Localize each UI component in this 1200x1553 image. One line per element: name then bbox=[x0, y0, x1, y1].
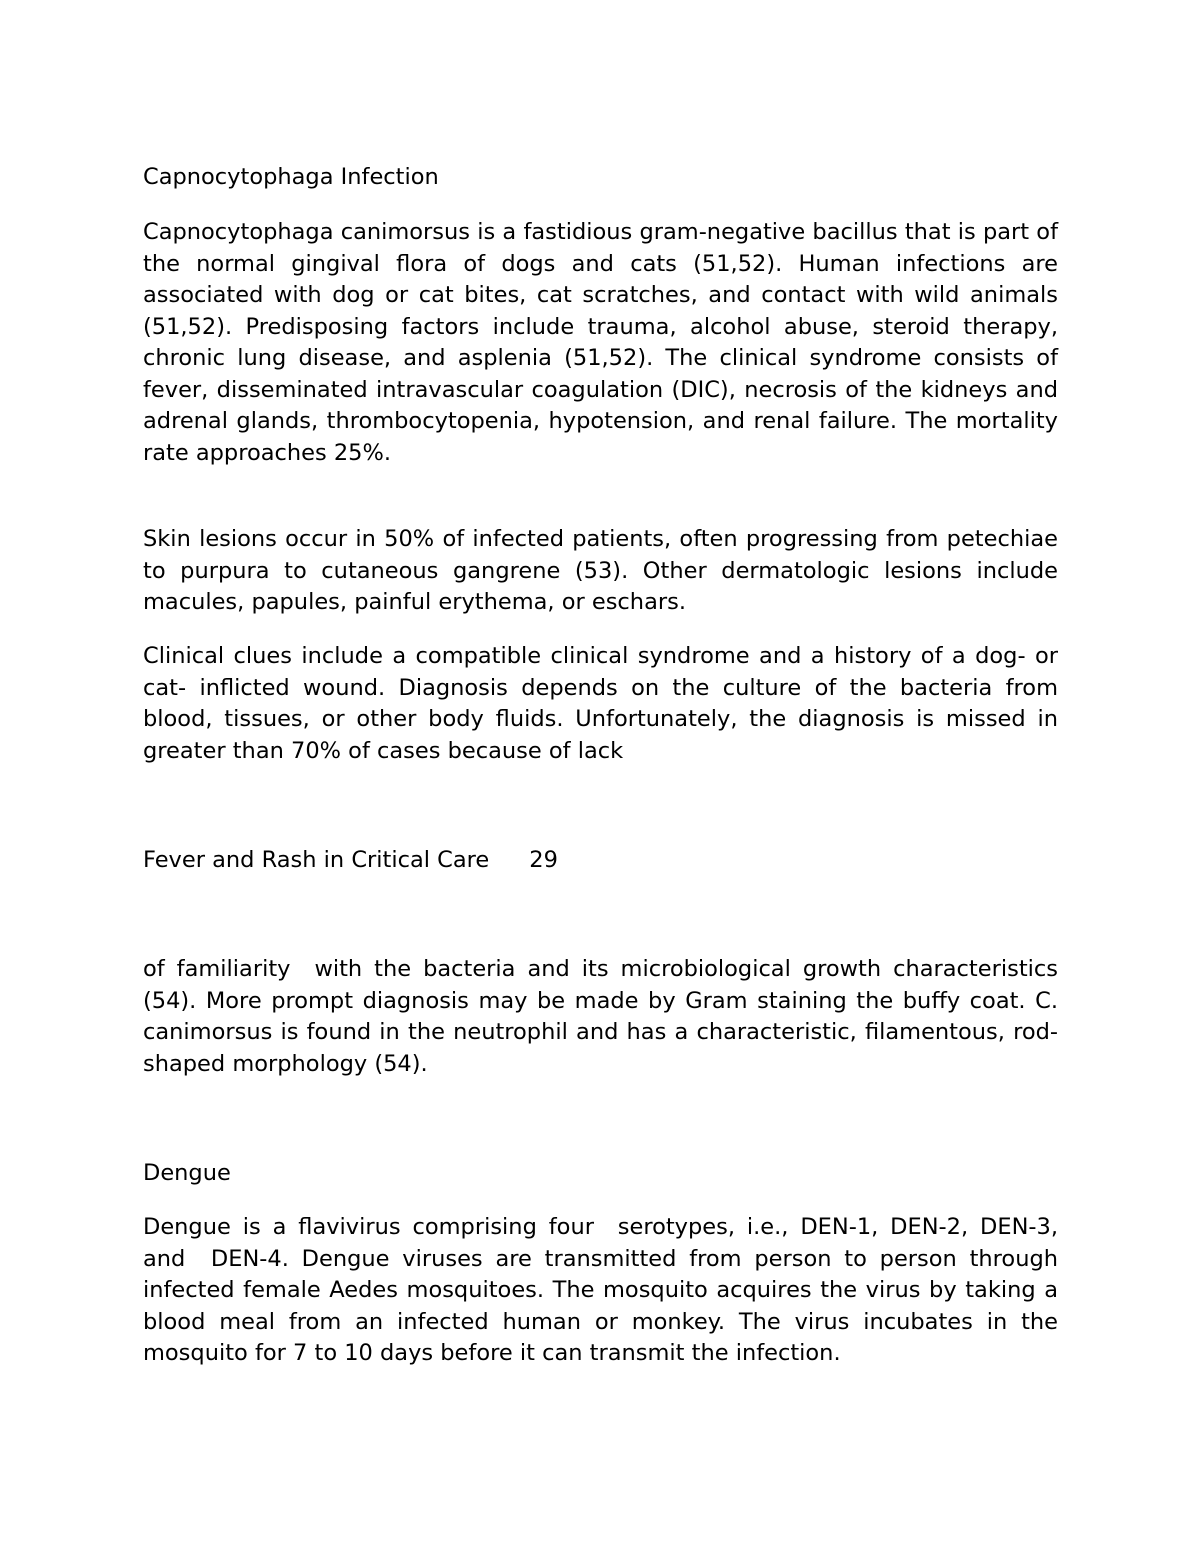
paragraph-skin-lesions: Skin lesions occur in 50% of infected patients, often progressing from petechiae to purpura to cutaneous gangrene (53). Other dermatologic lesions include macules, papules, painful erythema, or eschars. bbox=[143, 526, 1058, 615]
paragraph-dengue-overview: Dengue is a flavivirus comprising four serotypes, i.e., DEN-1, DEN-2, DEN-3, and DEN-4. Dengue viruses are transmitted from person to person through infected female Aedes mosquitoes. The mosquito acquires the virus by taking a blood meal from an infected human or monkey. The virus incubates in the mosquito for 7 to 10 days before it can transmit the infection. bbox=[143, 1214, 1073, 1366]
paragraph-familiarity-continuation: of familiarity with the bacteria and its microbiological growth characteristics (54). More prompt diagnosis may be made by Gram staining the buffy coat. C. canimorsus is found in the neutrophil and has a characteristic, filamentous, rod-shaped morphology (54). bbox=[143, 956, 1066, 1077]
page-number: 29 bbox=[529, 847, 558, 873]
section-heading-capnocytophaga: Capnocytophaga Infection bbox=[143, 164, 439, 190]
running-footer bbox=[143, 845, 558, 877]
section-heading-dengue: Dengue bbox=[143, 1160, 231, 1186]
paragraph-capnocytophaga-overview: Capnocytophaga canimorsus is a fastidious gram-negative bacillus that is part of the normal gingival flora of dogs and cats (51,52). Human infections are associated with dog or cat bites, cat scratches, and contact with wild animals (51,52). Predisposing factors include trauma, alcohol abuse, steroid therapy, chronic lung disease, and asplenia (51,52). The clinical syndrome consists of fever, disseminated intravascular coagulation (DIC), necrosis of the kidneys and adrenal glands, thrombocytopenia, hypotension, and renal failure. The mortality rate approaches 25%. bbox=[143, 219, 1058, 466]
paragraph-clinical-clues: Clinical clues include a compatible clinical syndrome and a history of a dog- or cat- inflicted wound. Diagnosis depends on the culture of the bacteria from blood, tissues, or other body fluids. Unfortunately, the diagnosis is missed in greater than 70% of cases because of lack bbox=[143, 643, 1058, 764]
running-footer-title: Fever and Rash in Critical Care bbox=[143, 847, 490, 873]
